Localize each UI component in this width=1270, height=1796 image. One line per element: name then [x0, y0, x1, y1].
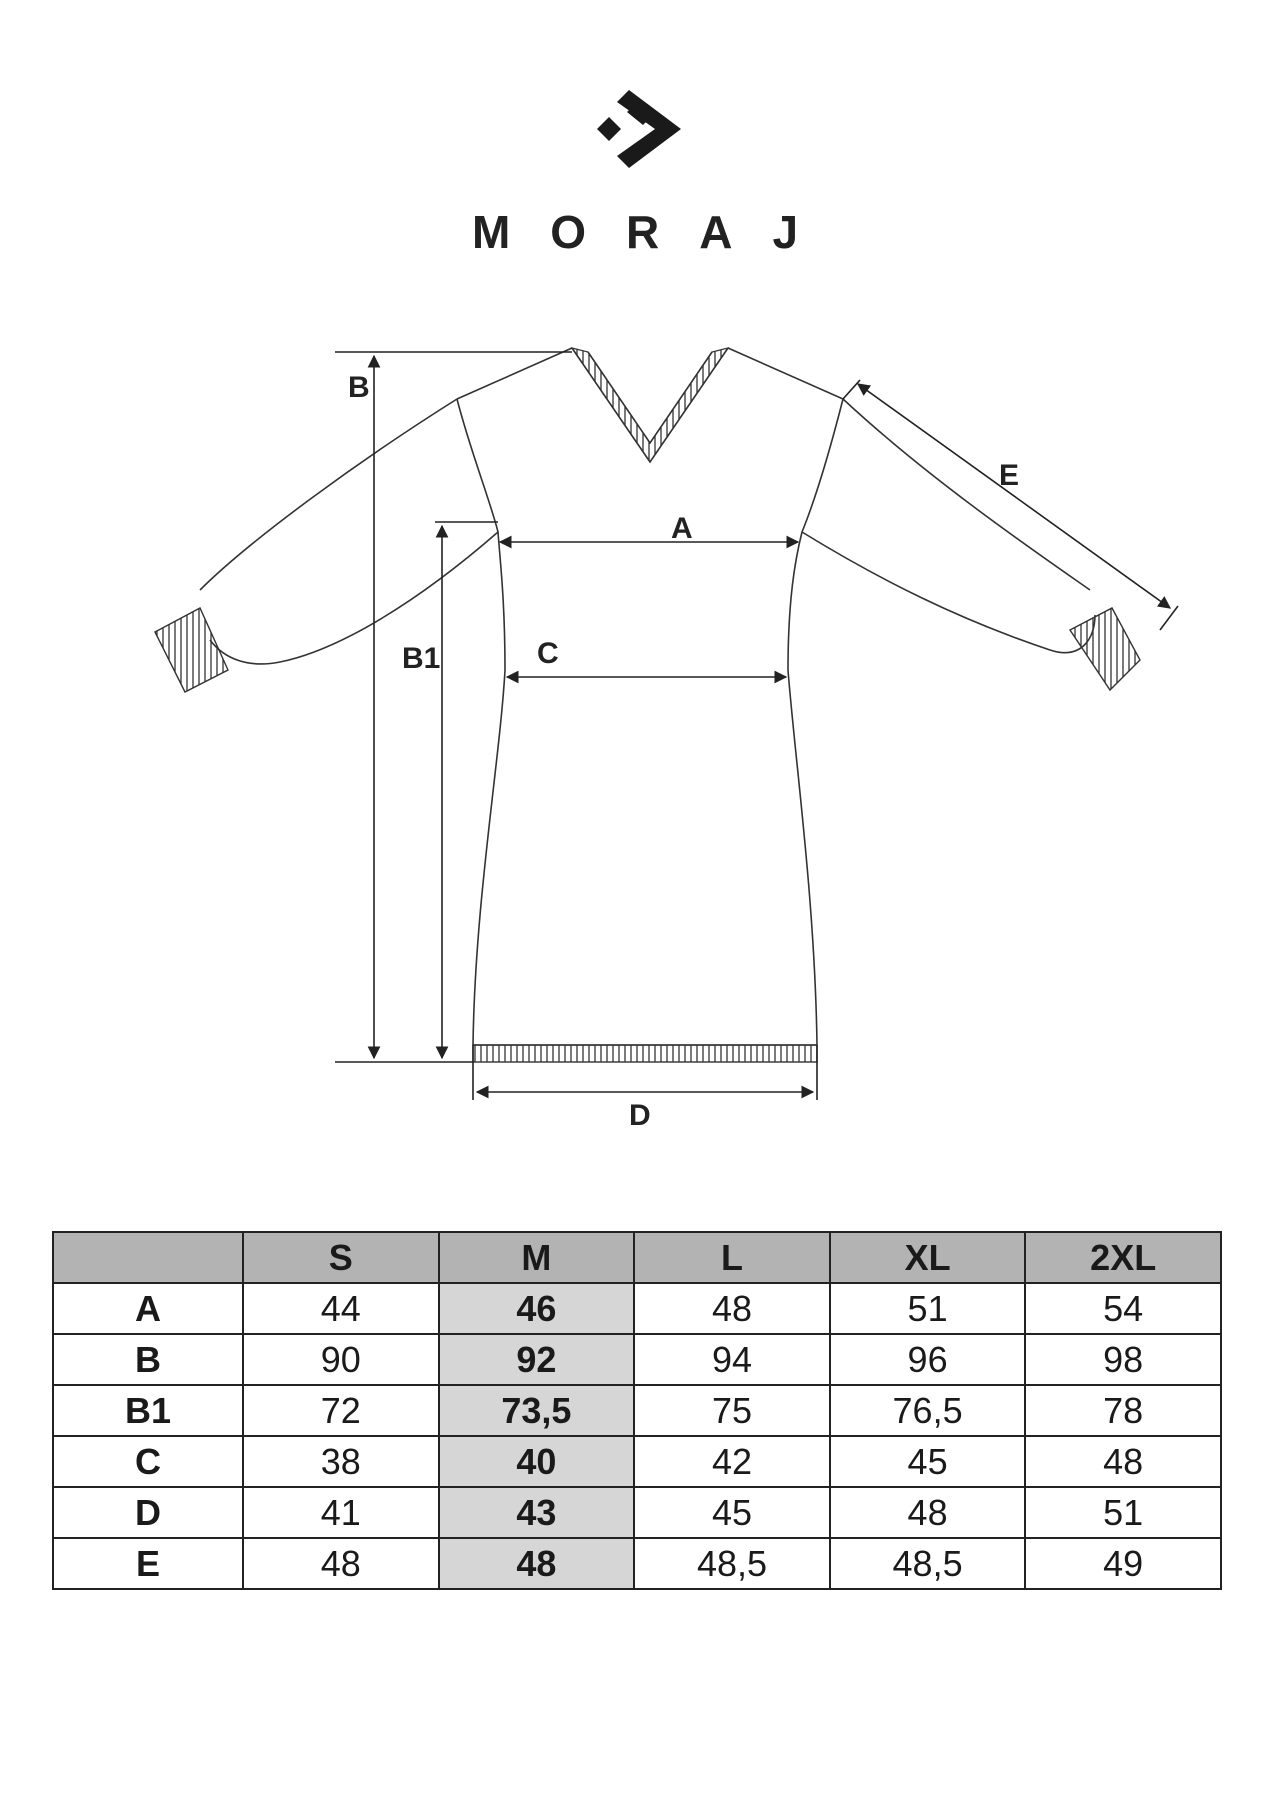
neck-rib — [572, 348, 728, 462]
table-cell: 48 — [634, 1283, 830, 1334]
table-cell: 51 — [830, 1283, 1026, 1334]
table-cell: 90 — [243, 1334, 439, 1385]
garment-diagram — [0, 300, 1270, 1160]
table-row — [53, 1538, 1221, 1589]
table-cell: 76,5 — [830, 1385, 1026, 1436]
table-cell: 45 — [830, 1436, 1026, 1487]
table-row — [53, 1283, 1221, 1334]
table-cell-highlighted: 73,5 — [439, 1385, 635, 1436]
table-cell: 48,5 — [830, 1538, 1026, 1589]
table-cell: 48 — [830, 1487, 1026, 1538]
label-D: D — [629, 1099, 651, 1132]
brand-name: MORAJ — [471, 206, 839, 258]
label-B1: B1 — [402, 642, 441, 675]
table-cell: 44 — [243, 1283, 439, 1334]
table-cell: 75 — [634, 1385, 830, 1436]
row-label: C — [53, 1436, 243, 1487]
table-cell: 45 — [634, 1487, 830, 1538]
table-cell-highlighted: 40 — [439, 1436, 635, 1487]
logo-mark-icon — [505, 88, 765, 208]
table-cell: 41 — [243, 1487, 439, 1538]
table-row — [53, 1436, 1221, 1487]
table-header-row — [53, 1232, 1221, 1283]
measure-lines — [335, 352, 1178, 1100]
table-cell: 72 — [243, 1385, 439, 1436]
row-label: E — [53, 1538, 243, 1589]
table-cell: 48,5 — [634, 1538, 830, 1589]
header-cell: 2XL — [1025, 1232, 1221, 1283]
header-cell: XL — [830, 1232, 1026, 1283]
table-cell: 78 — [1025, 1385, 1221, 1436]
header-cell: M — [439, 1232, 635, 1283]
table-row — [53, 1487, 1221, 1538]
label-C: C — [537, 637, 559, 670]
table-cell: 51 — [1025, 1487, 1221, 1538]
table-cell-highlighted: 43 — [439, 1487, 635, 1538]
table-cell: 38 — [243, 1436, 439, 1487]
table-cell: 49 — [1025, 1538, 1221, 1589]
table-cell-highlighted: 92 — [439, 1334, 635, 1385]
label-E: E — [999, 459, 1020, 492]
table-cell-highlighted: 46 — [439, 1283, 635, 1334]
left-cuff-rib — [155, 608, 228, 692]
header-cell: S — [243, 1232, 439, 1283]
size-table — [52, 1231, 1222, 1590]
header-cell — [53, 1232, 243, 1283]
table-row — [53, 1334, 1221, 1385]
table-cell: 98 — [1025, 1334, 1221, 1385]
table-cell: 54 — [1025, 1283, 1221, 1334]
table-cell: 96 — [830, 1334, 1026, 1385]
table-cell-highlighted: 48 — [439, 1538, 635, 1589]
header-cell: L — [634, 1232, 830, 1283]
table-cell: 94 — [634, 1334, 830, 1385]
table-cell: 42 — [634, 1436, 830, 1487]
hem-rib — [473, 1045, 817, 1062]
label-A: A — [671, 512, 693, 545]
table-row — [53, 1385, 1221, 1436]
row-label: A — [53, 1283, 243, 1334]
table-cell: 48 — [1025, 1436, 1221, 1487]
row-label: B — [53, 1334, 243, 1385]
row-label: D — [53, 1487, 243, 1538]
table-cell: 48 — [243, 1538, 439, 1589]
row-label: B1 — [53, 1385, 243, 1436]
label-B: B — [348, 371, 370, 404]
